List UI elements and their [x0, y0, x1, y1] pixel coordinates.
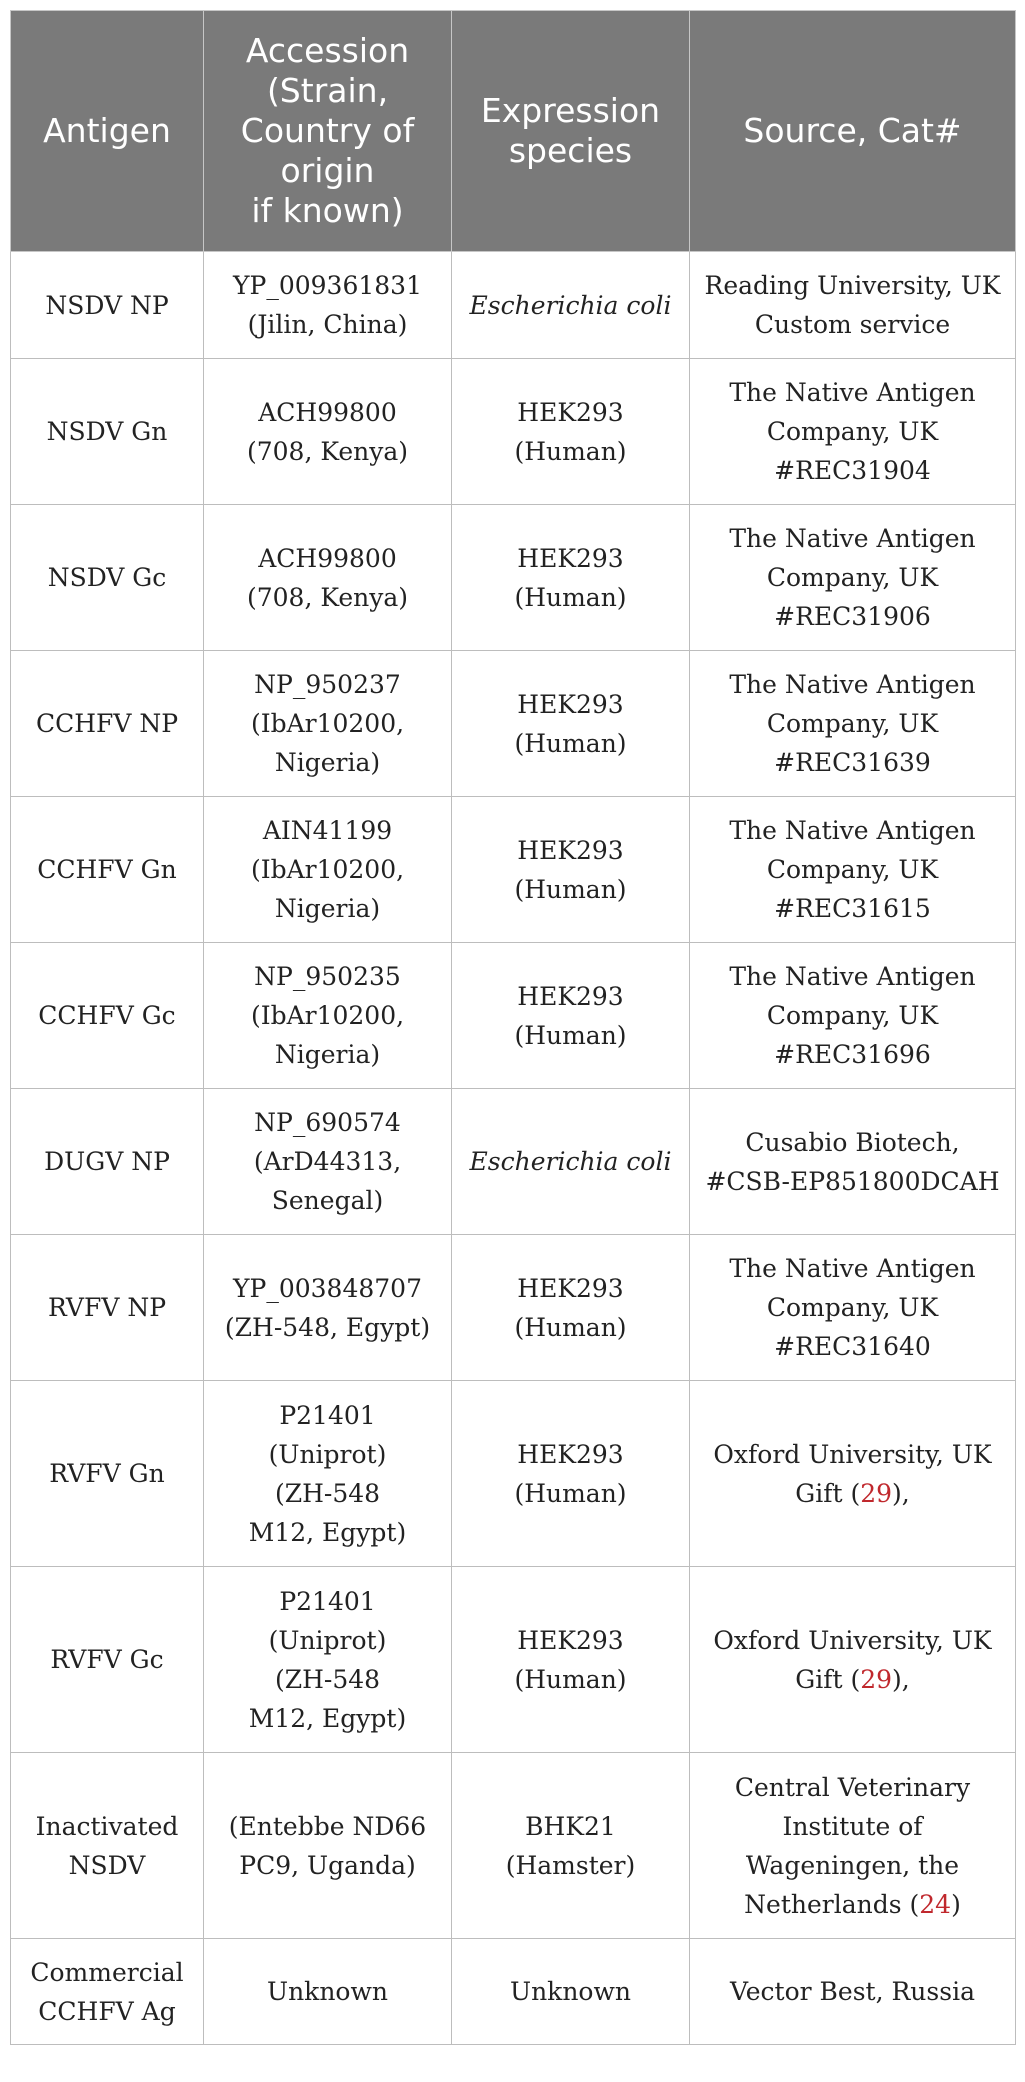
header-accession: Accession (Strain, Country of origin if known) [204, 11, 452, 252]
source-text-end: ), [892, 1478, 910, 1508]
table-body [11, 252, 1016, 2045]
cell-source: The Native Antigen Company, UK #REC31615 [690, 797, 1016, 943]
cell-species: Escherichia coli [452, 1089, 690, 1235]
table-row [11, 943, 1016, 1089]
cell-accession: AIN41199 (IbAr10200, Nigeria) [204, 797, 452, 943]
table-row [11, 1567, 1016, 1753]
cell-source: The Native Antigen Company, UK #REC31904 [690, 359, 1016, 505]
cell-accession: ACH99800 (708, Kenya) [204, 359, 452, 505]
cell-antigen: RVFV Gn [11, 1381, 204, 1567]
cell-accession: (Entebbe ND66 PC9, Uganda) [204, 1753, 452, 1939]
cell-species: Unknown [452, 1939, 690, 2045]
cell-antigen: RVFV NP [11, 1235, 204, 1381]
header-expression-species: Expression species [452, 11, 690, 252]
cell-accession: P21401 (Uniprot) (ZH-548 M12, Egypt) [204, 1567, 452, 1753]
cell-species: HEK293 (Human) [452, 1235, 690, 1381]
antigen-table [10, 10, 1016, 2045]
table-row [11, 1939, 1016, 2045]
cell-accession: YP_003848707 (ZH-548, Egypt) [204, 1235, 452, 1381]
header-source: Source, Cat# [690, 11, 1016, 252]
table-row [11, 651, 1016, 797]
cell-species: HEK293 (Human) [452, 359, 690, 505]
cell-antigen: CCHFV Gc [11, 943, 204, 1089]
cell-species: HEK293 (Human) [452, 943, 690, 1089]
cell-species: HEK293 (Human) [452, 1567, 690, 1753]
cell-accession: YP_009361831 (Jilin, China) [204, 252, 452, 359]
cell-source [690, 1753, 1016, 1939]
cell-source: The Native Antigen Company, UK #REC31696 [690, 943, 1016, 1089]
cell-source: The Native Antigen Company, UK #REC31640 [690, 1235, 1016, 1381]
cell-accession: NP_690574 (ArD44313, Senegal) [204, 1089, 452, 1235]
cell-species: Escherichia coli [452, 252, 690, 359]
table-container [10, 10, 1015, 2045]
cell-antigen: Inactivated NSDV [11, 1753, 204, 1939]
cell-species: BHK21 (Hamster) [452, 1753, 690, 1939]
table-row [11, 1381, 1016, 1567]
cell-antigen: NSDV Gc [11, 505, 204, 651]
table-row [11, 1089, 1016, 1235]
cell-accession: NP_950237 (IbAr10200, Nigeria) [204, 651, 452, 797]
cell-antigen: RVFV Gc [11, 1567, 204, 1753]
cell-source [690, 1381, 1016, 1567]
table-row [11, 252, 1016, 359]
source-text: Oxford University, UK Gift ( [713, 1625, 992, 1694]
table-row [11, 505, 1016, 651]
reference-link[interactable]: 29 [860, 1664, 893, 1694]
cell-accession: P21401 (Uniprot) (ZH-548 M12, Egypt) [204, 1381, 452, 1567]
source-text-end: ) [951, 1889, 961, 1919]
cell-species: HEK293 (Human) [452, 651, 690, 797]
cell-antigen: DUGV NP [11, 1089, 204, 1235]
cell-accession: Unknown [204, 1939, 452, 2045]
source-text: Oxford University, UK Gift ( [713, 1439, 992, 1508]
source-text: Central Veterinary Institute of Wageningen, the Netherlands ( [734, 1772, 971, 1919]
cell-source: The Native Antigen Company, UK #REC31639 [690, 651, 1016, 797]
table-row [11, 359, 1016, 505]
cell-antigen: NSDV Gn [11, 359, 204, 505]
reference-link[interactable]: 29 [860, 1478, 893, 1508]
cell-antigen: NSDV NP [11, 252, 204, 359]
table-row [11, 1753, 1016, 1939]
header-row [11, 11, 1016, 252]
table-row [11, 1235, 1016, 1381]
cell-antigen: Commercial CCHFV Ag [11, 1939, 204, 2045]
header-antigen: Antigen [11, 11, 204, 252]
cell-antigen: CCHFV Gn [11, 797, 204, 943]
table-header [11, 11, 1016, 252]
cell-source: The Native Antigen Company, UK #REC31906 [690, 505, 1016, 651]
cell-accession: NP_950235 (IbAr10200, Nigeria) [204, 943, 452, 1089]
cell-species: HEK293 (Human) [452, 797, 690, 943]
source-text-end: ), [892, 1664, 910, 1694]
reference-link[interactable]: 24 [919, 1889, 952, 1919]
cell-source: Vector Best, Russia [690, 1939, 1016, 2045]
cell-source [690, 1567, 1016, 1753]
cell-accession: ACH99800 (708, Kenya) [204, 505, 452, 651]
cell-source: Reading University, UK Custom service [690, 252, 1016, 359]
cell-species: HEK293 (Human) [452, 505, 690, 651]
cell-source: Cusabio Biotech, #CSB-EP851800DCAH [690, 1089, 1016, 1235]
cell-antigen: CCHFV NP [11, 651, 204, 797]
table-row [11, 797, 1016, 943]
cell-species: HEK293 (Human) [452, 1381, 690, 1567]
